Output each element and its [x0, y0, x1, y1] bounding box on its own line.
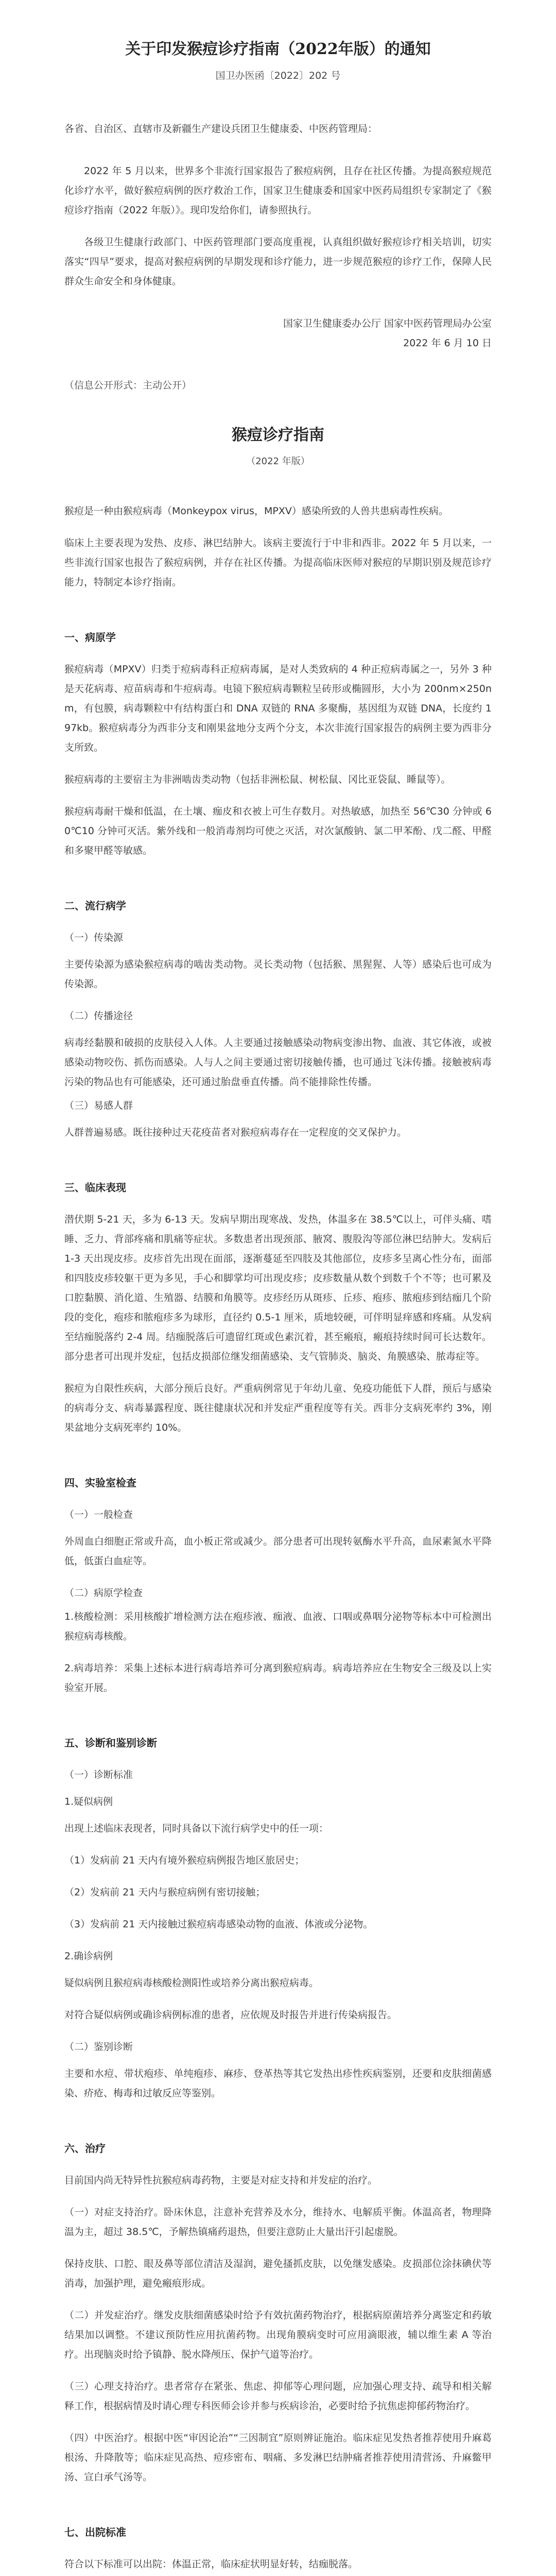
section-paragraph: 目前国内尚无特异性抗猴痘病毒药物，主要是对症支持和并发症的治疗。: [64, 2175, 378, 2186]
section-paragraph: 猴痘病毒的主要宿主为非洲啮齿类动物（包括非洲松鼠、树松鼠、冈比亚袋鼠、睡鼠等）。: [64, 774, 451, 785]
notice-title: 关于印发猴痘诊疗指南（2022年版）的通知: [125, 40, 431, 58]
subsection-title: （一）传染源: [64, 932, 124, 943]
section-title-discharge: 七、出院标准: [64, 2526, 126, 2538]
subsection-title: （一）诊断标准: [64, 1769, 133, 1781]
notice-date: 2022 年 6 月 10 日: [403, 337, 492, 349]
section-paragraph: 2.病毒培养：采集上述标本进行病毒培养可分离到猴痘病毒。病毒培养应在生物安全三级及以上实验室开展。: [64, 1663, 492, 1693]
notice-paragraph: 各级卫生健康行政部门、中医药管理部门要高度重视，认真组织做好猴痘诊疗相关培训，切实落实“四早”要求，提高对猴痘病例的早期发现和诊疗能力，进一步规范猴痘的诊疗工作，保障人民群众生命安全和身体健康。: [64, 236, 492, 287]
section-paragraph: 主要传染源为感染猴痘病毒的啮齿类动物。灵长类动物（包括猴、黑猩猩、人等）感染后也可成为传染源。: [64, 959, 492, 990]
section-title-treatment: 六、治疗: [64, 2142, 106, 2155]
section-paragraph: （三）心理支持治疗。患者常存在紧张、焦虑、抑郁等心理问题，应加强心理支持、疏导和相关解释工作，根据病情及时请心理专科医师会诊并参与疾病诊治，必要时给予抗焦虑抑郁药物治疗。: [64, 2381, 492, 2412]
subsection-title: （三）易感人群: [64, 1100, 133, 1111]
section-paragraph: （四）中医治疗。根据中医“审因论治”“三因制宜”原则辨证施治。临床症见发热者推荐使用升麻葛根汤、升降散等；临床症见高热、痘疹密布、咽痛、多发淋巴结肿痛者推荐使用清营汤、升麻鳖甲汤、宣白承气汤等。: [64, 2432, 492, 2483]
subsection-title: （一）一般检查: [64, 1509, 133, 1520]
list-item: （2）发病前 21 天内与猴痘病例有密切接触；: [64, 1887, 266, 1898]
section-paragraph: 潜伏期 5-21 天，多为 6-13 天。发病早期出现寒战、发热，体温多在 38.5℃以上，可伴头痛、嗜睡、乏力、背部疼痛和肌痛等症状。多数患者出现颈部、腋窝、腹股沟等部位淋巴结肿大。发病后 1-3 天出现皮疹。皮疹首先出现在面部，逐渐蔓延至四肢及其他部位，皮疹多呈离心性分布，面部和四肢皮疹较躯干更为多见，手心和脚掌均可出现皮疹；皮疹数量从数个到数千个不等；也可累及口腔黏膜、消化道、生殖器、结膜和角膜等。皮疹经历从斑疹、丘疹、疱疹、脓疱疹到结痂几个阶段的变化，疱疹和脓疱疹多为球形，直径约 0.5-1 厘米，质地较硬，可伴明显痒感和疼痛。从发病至结痂脱落约 2-4 周。结痂脱落后可遗留红斑或色素沉着，甚至瘢痕，瘢痕持续时间可长达数年。部分患者可出现并发症，包括皮损部位继发细菌感染、支气管肺炎、脑炎、角膜感染、脓毒症等。: [64, 1214, 492, 1362]
section-title-clinical: 三、临床表现: [64, 1181, 126, 1194]
section-paragraph: 保持皮肤、口腔、眼及鼻等部位清洁及湿润，避免搔抓皮肤，以免继发感染。皮损部位涂抹碘伏等消毒，加强护理，避免瘢痕形成。: [64, 2258, 492, 2289]
subsection-title: （二）鉴别诊断: [64, 2041, 133, 2053]
section-title-epidemiology: 二、流行病学: [64, 900, 126, 912]
section-paragraph: 猴痘为自限性疾病，大部分预后良好。严重病例常见于年幼儿童、免疫功能低下人群，预后与感染的病毒分支、病毒暴露程度、既往健康状况和并发症严重程度等有关。西非分支病死率约 3%，刚果盆地分支病死率约 10%。: [64, 1383, 492, 1433]
section-paragraph: 人群普遍易感。既往接种过天花疫苗者对猴痘病毒存在一定程度的交叉保护力。: [64, 1127, 407, 1138]
notice-signature: 国家卫生健康委办公厅 国家中医药管理局办公室: [283, 318, 492, 329]
list-item: （3）发病前 21 天内接触过猴痘病毒感染动物的血液、体液或分泌物。: [64, 1919, 373, 1930]
section-paragraph: 1.核酸检测：采用核酸扩增检测方法在疱疹液、痂液、血液、口咽或鼻咽分泌物等标本中可检测出猴痘病毒核酸。: [64, 1611, 492, 1642]
section-paragraph: （二）并发症治疗。继发皮肤细菌感染时给予有效抗菌药物治疗，根据病原菌培养分离鉴定和药敏结果加以调整。不建议预防性应用抗菌药物。出现角膜病变时可应用滴眼液，辅以维生素 A 等治疗。出现脑炎时给予镇静、脱水降颅压、保护气道等治疗。: [64, 2310, 492, 2360]
section-paragraph: 病毒经黏膜和破损的皮肤侵入人体。人主要通过接触感染动物病变渗出物、血液、其它体液，或被感染动物咬伤、抓伤而感染。人与人之间主要通过密切接触传播，也可通过飞沫传播。接触被病毒污染的物品也有可能感染，还可通过胎盘垂直传播。尚不能排除性传播。: [64, 1037, 492, 1088]
subsection-title: 1.疑似病例: [64, 1796, 113, 1807]
subsection-title: （二）病原学检查: [64, 1587, 143, 1599]
subsection-title: 2.确诊病例: [64, 1951, 113, 1962]
list-item: （1）发病前 21 天内有境外猴痘病例报告地区旅居史；: [64, 1855, 305, 1866]
section-title-etiology: 一、病原学: [64, 631, 116, 643]
document-number: 国卫办医函〔2022〕202 号: [215, 70, 341, 81]
section-paragraph: 符合以下标准可以出院：体温正常，临床症状明显好转，结痂脱落。: [64, 2558, 358, 2570]
guide-title: 猴痘诊疗指南: [232, 426, 324, 444]
subsection-title: （二）传播途径: [64, 1010, 133, 1022]
section-paragraph: （一）对症支持治疗。卧床休息，注意补充营养及水分，维持水、电解质平衡。体温高者，物理降温为主，超过 38.5℃，予解热镇痛药退热，但要注意防止大量出汗引起虚脱。: [64, 2207, 492, 2238]
intro-paragraph: 猴痘是一种由猴痘病毒（Monkeypox virus，MPXV）感染所致的人兽共患病毒性疾病。: [64, 505, 448, 517]
notice-paragraph: 2022 年 5 月以来，世界多个非流行国家报告了猴痘病例，且存在社区传播。为提高猴痘规范化诊疗水平，做好猴痘病例的医疗救治工作，国家卫生健康委和国家中医药局组织专家制定了《猴痘诊疗指南（2022 年版）》。现印发给你们，请参照执行。: [64, 165, 492, 216]
section-title-diagnosis: 五、诊断和鉴别诊断: [64, 1737, 157, 1749]
section-paragraph: 外周血白细胞正常或升高，血小板正常或减少。部分患者可出现转氨酶水平升高，血尿素氮水平降低，低蛋白血症等。: [64, 1536, 492, 1567]
section-paragraph: 出现上述临床表现者，同时具备以下流行病学史中的任一项：: [64, 1823, 329, 1834]
guide-edition: （2022 年版）: [246, 456, 310, 467]
info-disclosure: （信息公开形式：主动公开）: [64, 380, 192, 391]
section-paragraph: 疑似病例且猴痘病毒核酸检测阳性或培养分离出猴痘病毒。: [64, 1977, 319, 1989]
intro-paragraph: 临床上主要表现为发热、皮疹、淋巴结肿大。该病主要流行于中非和西非。2022 年 5 月以来，一些非流行国家也报告了猴痘病例，并存在社区传播。为提高临床医师对猴痘的早期识别及规范诊疗能力，特制定本诊疗指南。: [64, 537, 492, 588]
section-paragraph: 主要和水痘、带状疱疹、单纯疱疹、麻疹、登革热等其它发热出疹性疾病鉴别，还要和皮肤细菌感染、疥疮、梅毒和过敏反应等鉴别。: [64, 2068, 492, 2099]
section-paragraph: 猴痘病毒耐干燥和低温，在土壤、痂皮和衣被上可生存数月。对热敏感，加热至 56℃30 分钟或 60℃10 分钟可灭活。紫外线和一般消毒剂均可使之灭活，对次氯酸钠、氯二甲苯酚、戊二醛、甲醛和多聚甲醛等敏感。: [64, 806, 492, 856]
section-paragraph: 猴痘病毒（MPXV）归类于痘病毒科正痘病毒属，是对人类致病的 4 种正痘病毒属之一，另外 3 种是天花病毒、痘苗病毒和牛痘病毒。电镜下猴痘病毒颗粒呈砖形或椭圆形，大小为 200nm×250nm，有包膜，病毒颗粒中有结构蛋白和 DNA 双链的 RNA 多聚酶，基因组为双链 DNA，长度约 197kb。猴痘病毒分为西非分支和刚果盆地分支两个分支，本次非流行国家报告的病例主要为西非分支所致。: [64, 664, 492, 753]
section-paragraph: 对符合疑似病例或确诊病例标准的患者，应依规及时报告并进行传染病报告。: [64, 2009, 397, 2021]
notice-addressees: 各省、自治区、直辖市及新疆生产建设兵团卫生健康委、中医药管理局：: [64, 123, 378, 134]
section-title-lab: 四、实验室检查: [64, 1477, 136, 1489]
